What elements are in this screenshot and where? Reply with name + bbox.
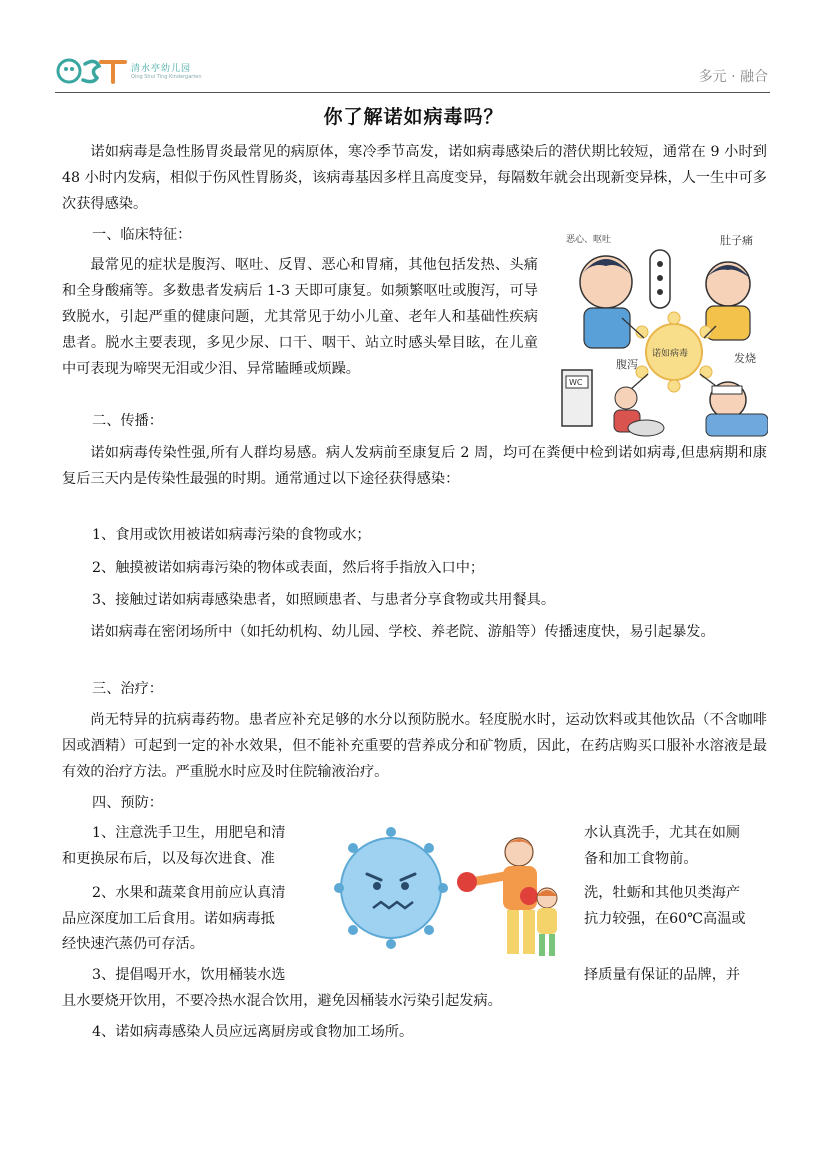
intro-paragraph: 诺如病毒是急性肠胃炎最常见的病原体，寒冷季节高发，诺如病毒感染后的潜伏期比较短，通常在 9 小时到 48 小时内发病，相似于伤风性胃肠炎，该病毒基因多样且高度变异，每隔数年就会出现新变异株，人一生中可多次获得感染。 [62,144,767,212]
label-nausea: 恶心、呕吐 [566,235,612,245]
prevention-2-line2-left: 品应深度加工后食用。诺如病毒抵 [62,911,275,927]
symptoms-illustration [556,222,768,437]
label-stomach-ache: 肚子痛 [720,234,753,247]
prevention-3-line2: 且水要烧开饮用，不要冷热水混合饮用，避免因桶装水污染引起发病。 [62,993,502,1009]
prevention-2-line3: 经快速汽蒸仍可存活。 [62,936,204,952]
parent-boxing-icon [457,838,538,954]
prevention-item-4: 4、诺如病毒感染人员应远离厨房或食物加工场所。 [92,1024,414,1040]
prevention-2-line2-right: 抗力较强，在60℃高温或 [584,911,746,927]
child-icon [537,888,557,956]
section-heading-prevention: 四、预防： [92,795,163,811]
section-heading-treatment: 三、治疗： [92,681,163,697]
prevention-1-line1-left: 1、注意洗手卫生，用肥皂和清 [92,825,286,841]
prevention-2-line1-left: 2、水果和蔬菜食用前应认真清 [92,885,286,901]
header-motto: 多元 · 融合 [698,69,768,85]
logo-name: 清水亭幼儿园 [131,64,192,74]
virus-boxing-illustration [333,822,573,960]
prevention-2-line1-right: 洗，牡蛎和其他贝类海产 [584,885,741,901]
section-heading-clinical: 一、临床特征： [92,227,192,243]
label-wc: WC [569,378,583,387]
transmission-item-1: 1、食用或饮用被诺如病毒污染的食物或水； [92,527,371,543]
prevention-1-line2-right: 备和加工食物前。 [584,851,698,867]
label-fever: 发烧 [734,352,756,365]
logo-subtitle: Qing Shui Ting Kindergarten [131,74,202,80]
page-title: 你了解诺如病毒吗？ [323,106,504,128]
page-header [55,52,770,93]
prevention-3-line1-right: 择质量有保证的品牌，并 [584,967,741,983]
transmission-paragraph: 诺如病毒传染性强,所有人群均易感。病人发病前至康复后 2 周，均可在粪便中检到诺如病毒,但患病期和康复后三天内是传染性最强的时期。通常通过以下途径获得感染： [62,445,767,487]
prevention-3-line1-left: 3、提倡喝开水，饮用桶装水选 [92,967,286,983]
prevention-1-line2-left: 和更换尿布后，以及每次进食、准 [62,851,275,867]
label-diarrhea: 腹泻 [616,358,638,371]
prevention-1-line1-right: 水认真洗手，尤其在如厕 [584,825,741,841]
transmission-item-3: 3、接触过诺如病毒感染患者，如照顾患者、与患者分享食物或共用餐具。 [92,592,556,608]
section-heading-transmission: 二、传播： [92,413,163,429]
clinical-paragraph: 最常见的症状是腹泻、呕吐、反胃、恶心和胃痛，其他包括发热、头痛和全身酸痛等。多数患者发病后 1-3 天即可康复。如频繁呕吐或腹泻，可导致脱水，引起严重的健康问题，尤其常见于幼小儿童、老年人和基础性疾病患者。脱水主要表现，多见少尿、口干、咽干、站立时感头晕目眩，在儿童中可表现为啼哭无泪或少泪、异常瞌睡或烦躁。 [62,257,538,377]
virus-monster-icon [334,827,448,949]
transmission-closing: 诺如病毒在密闭场所中（如托幼机构、幼儿园、学校、养老院、游船等）传播速度快，易引起暴发。 [90,624,715,640]
treatment-paragraph: 尚无特异的抗病毒药物。患者应补充足够的水分以预防脱水。轻度脱水时，运动饮料或其他饮品（不含咖啡因或酒精）可起到一定的补水效果，但不能补充重要的营养成分和矿物质，因此，在药店购买口服补水溶液是最有效的治疗方法。严重脱水时应及时住院输液治疗。 [62,712,767,780]
label-center-virus: 诺如病毒 [652,349,689,359]
transmission-item-2: 2、触摸被诺如病毒污染的物体或表面，然后将手指放入口中； [92,560,485,576]
